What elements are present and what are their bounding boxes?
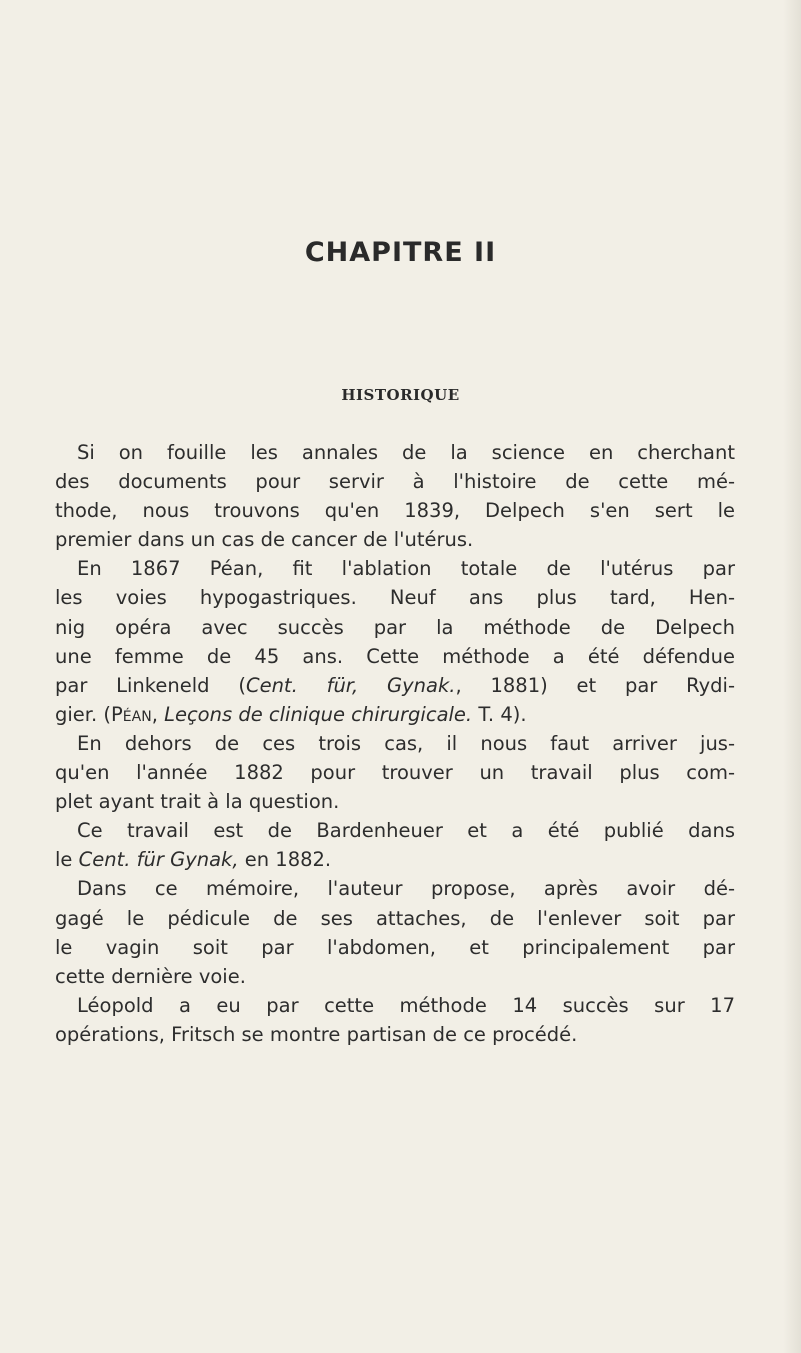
text-run: plet ayant trait à la question. [55,790,340,814]
text-line [55,758,735,787]
text-line [55,642,735,671]
text-run: une femme de 45 ans. Cette méthode a été défendue [55,644,735,668]
text-line [55,496,735,525]
text-run: les voies hypogastriques. Neuf ans plus tard, Hen- [55,586,735,610]
text-line [55,467,735,496]
text-line [55,700,735,729]
text-run: , 1881) et par Rydi- [455,673,735,697]
text-run: opérations, Fritsch se montre partisan de ce procédé. [55,1022,578,1046]
text-run: premier dans un cas de cancer de l'utérus. [55,528,474,552]
text-run: le [55,848,79,872]
text-run: qu'en l'année 1882 pour trouver un travail plus com- [55,761,735,785]
text-run: des documents pour servir à l'histoire de cette mé- [55,470,735,494]
text-run: Si on fouille les annales de la science en cherchant [77,441,735,464]
text-line [55,845,735,874]
text-run: En dehors de ces trois cas, il nous faut arriver jus- [77,731,735,755]
text-run: En 1867 Péan, fit l'ablation totale de l'utérus par [77,557,735,581]
text-run: le vagin soit par l'abdomen, et principalement par [55,935,735,959]
citation-text: Cent. für Gynak, [78,848,239,872]
text-run: gier. ( [55,702,112,726]
chapter-title: CHAPITRE II [304,237,497,268]
text-line [55,1020,735,1049]
text-line [55,671,735,700]
citation-text: Leçons de clinique chirurgicale. [164,702,473,726]
text-line [55,904,735,933]
author-name: Péan [111,702,152,726]
text-run: en 1882. [238,848,332,872]
text-line [55,729,735,758]
text-run: T. 4). [472,702,527,726]
text-run: par Linkeneld ( [55,673,246,697]
text-line [55,874,735,903]
text-line [55,583,735,612]
text-run: , [151,702,165,726]
text-line [55,816,735,845]
body-text [55,438,735,1049]
text-line [55,554,735,583]
text-line [55,525,735,554]
text-line [55,962,735,991]
page-edge-shadow [783,0,801,1353]
text-run: thode, nous trouvons qu'en 1839, Delpech s'en sert le [55,499,735,523]
section-title: HISTORIQUE [341,386,460,404]
text-line [55,991,735,1020]
text-run: cette dernière voie. [55,964,246,988]
text-run: Dans ce mémoire, l'auteur propose, après avoir dé- [77,877,735,901]
citation-text: Cent. für, Gynak. [245,673,456,697]
text-run: nig opéra avec succès par la méthode de Delpech [55,615,735,639]
text-line [55,933,735,962]
text-line [55,787,735,816]
text-line [55,438,735,467]
text-run: Ce travail est de Bardenheuer et a été publié dans [77,819,735,843]
text-run: gagé le pédicule de ses attaches, de l'enlever soit par [55,906,735,930]
text-line [55,613,735,642]
text-run: Léopold a eu par cette méthode 14 succès sur 17 [77,993,735,1017]
